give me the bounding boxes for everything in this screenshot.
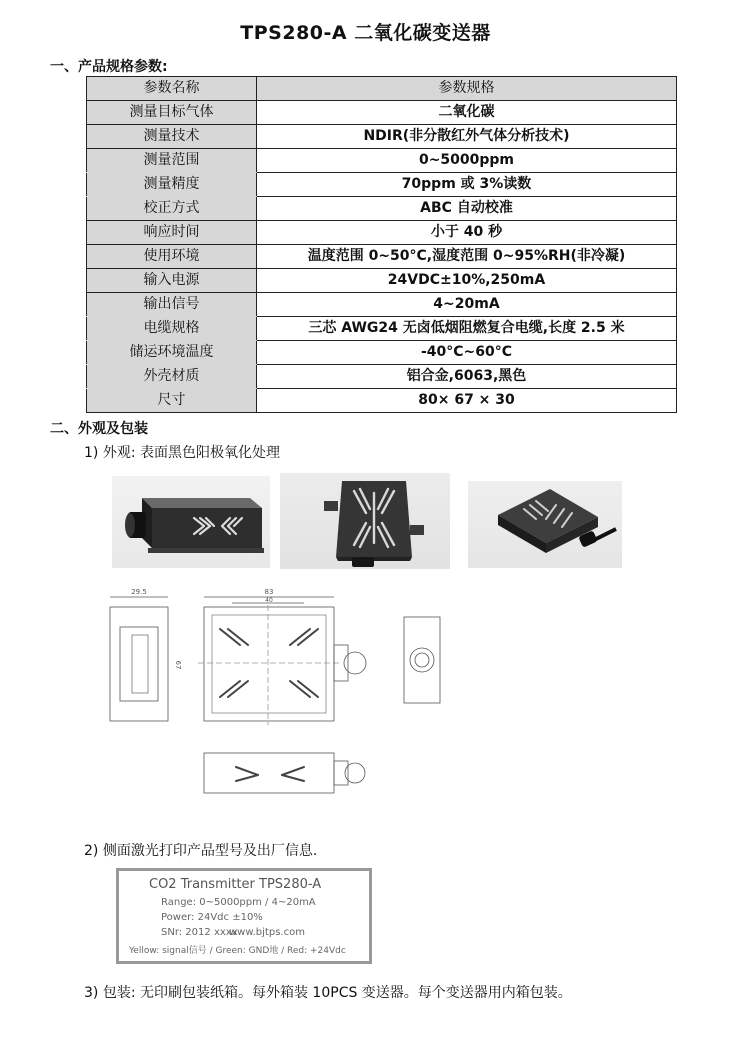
product-photo-top [280, 473, 450, 569]
label-serial: SNr: 2012 xxxx [161, 927, 238, 938]
param-name: 外壳材质 [87, 365, 257, 389]
table-row [87, 365, 677, 389]
table-row [87, 269, 677, 293]
param-value: ABC 自动校准 [257, 197, 677, 221]
table-row [87, 197, 677, 221]
dim-height-label: 67 [174, 660, 182, 670]
param-value: 三芯 AWG24 无卤低烟阻燃复合电缆,长度 2.5 米 [257, 317, 677, 341]
header-value: 参数规格 [257, 77, 677, 101]
dim-inner-label: 40 [265, 597, 273, 604]
document-title: TPS280-A 二氧化碳变送器 [240, 22, 491, 44]
param-name: 电缆规格 [87, 317, 257, 341]
table-row [87, 173, 677, 197]
param-name: 测量目标气体 [87, 101, 257, 125]
param-name: 测量技术 [87, 125, 257, 149]
section-heading-appearance: 二、外观及包装 [50, 421, 148, 437]
param-value: NDIR(非分散红外气体分析技术) [257, 125, 677, 149]
header-name: 参数名称 [87, 77, 257, 101]
param-value: 24VDC±10%,250mA [257, 269, 677, 293]
param-name: 测量精度 [87, 173, 257, 197]
param-name: 响应时间 [87, 221, 257, 245]
table-row [87, 245, 677, 269]
table-header-row [87, 77, 677, 101]
label-range-line: Range: 0~5000ppm / 4~20mA [161, 897, 316, 908]
param-value: -40°C~60°C [257, 341, 677, 365]
table-row [87, 317, 677, 341]
param-value: 70ppm 或 3%读数 [257, 173, 677, 197]
table-row [87, 149, 677, 173]
param-name: 输入电源 [87, 269, 257, 293]
param-value: 铝合金,6063,黑色 [257, 365, 677, 389]
param-name: 输出信号 [87, 293, 257, 317]
table-row [87, 341, 677, 365]
param-name: 测量范围 [87, 149, 257, 173]
product-photo-angle [468, 481, 622, 568]
param-name: 储运环境温度 [87, 341, 257, 365]
dim-width-label: 83 [264, 588, 274, 596]
spec-table [86, 76, 677, 413]
table-row [87, 101, 677, 125]
table-row [87, 293, 677, 317]
param-value: 二氧化碳 [257, 101, 677, 125]
param-name: 校正方式 [87, 197, 257, 221]
label-wiring-line: Yellow: signal信号 / Green: GND地 / Red: +24Vdc [129, 946, 346, 956]
packaging-note: 3) 包装: 无印刷包装纸箱。每外箱装 10PCS 变送器。每个变送器用内箱包装。 [84, 985, 572, 1001]
label-power-line: Power: 24Vdc ±10% [161, 912, 263, 923]
label-website: www.bjtps.com [229, 927, 305, 938]
table-row [87, 389, 677, 413]
technical-drawing [108, 585, 458, 807]
product-photo-side [112, 476, 270, 568]
param-value: 4~20mA [257, 293, 677, 317]
table-row [87, 125, 677, 149]
product-label-plate [116, 868, 372, 964]
laser-print-note: 2) 侧面激光打印产品型号及出厂信息. [84, 843, 318, 859]
label-model-line: CO2 Transmitter TPS280-A [149, 877, 322, 892]
appearance-note: 1) 外观: 表面黑色阳极氧化处理 [84, 445, 280, 461]
param-value: 0~5000ppm [257, 149, 677, 173]
param-name: 使用环境 [87, 245, 257, 269]
section-heading-specs: 一、产品规格参数: [50, 59, 168, 75]
param-value: 80× 67 × 30 [257, 389, 677, 413]
param-value: 小于 40 秒 [257, 221, 677, 245]
param-value: 温度范围 0~50°C,湿度范围 0~95%RH(非冷凝) [257, 245, 677, 269]
table-row [87, 221, 677, 245]
param-name: 尺寸 [87, 389, 257, 413]
dim-side-label: 29.5 [131, 588, 147, 596]
